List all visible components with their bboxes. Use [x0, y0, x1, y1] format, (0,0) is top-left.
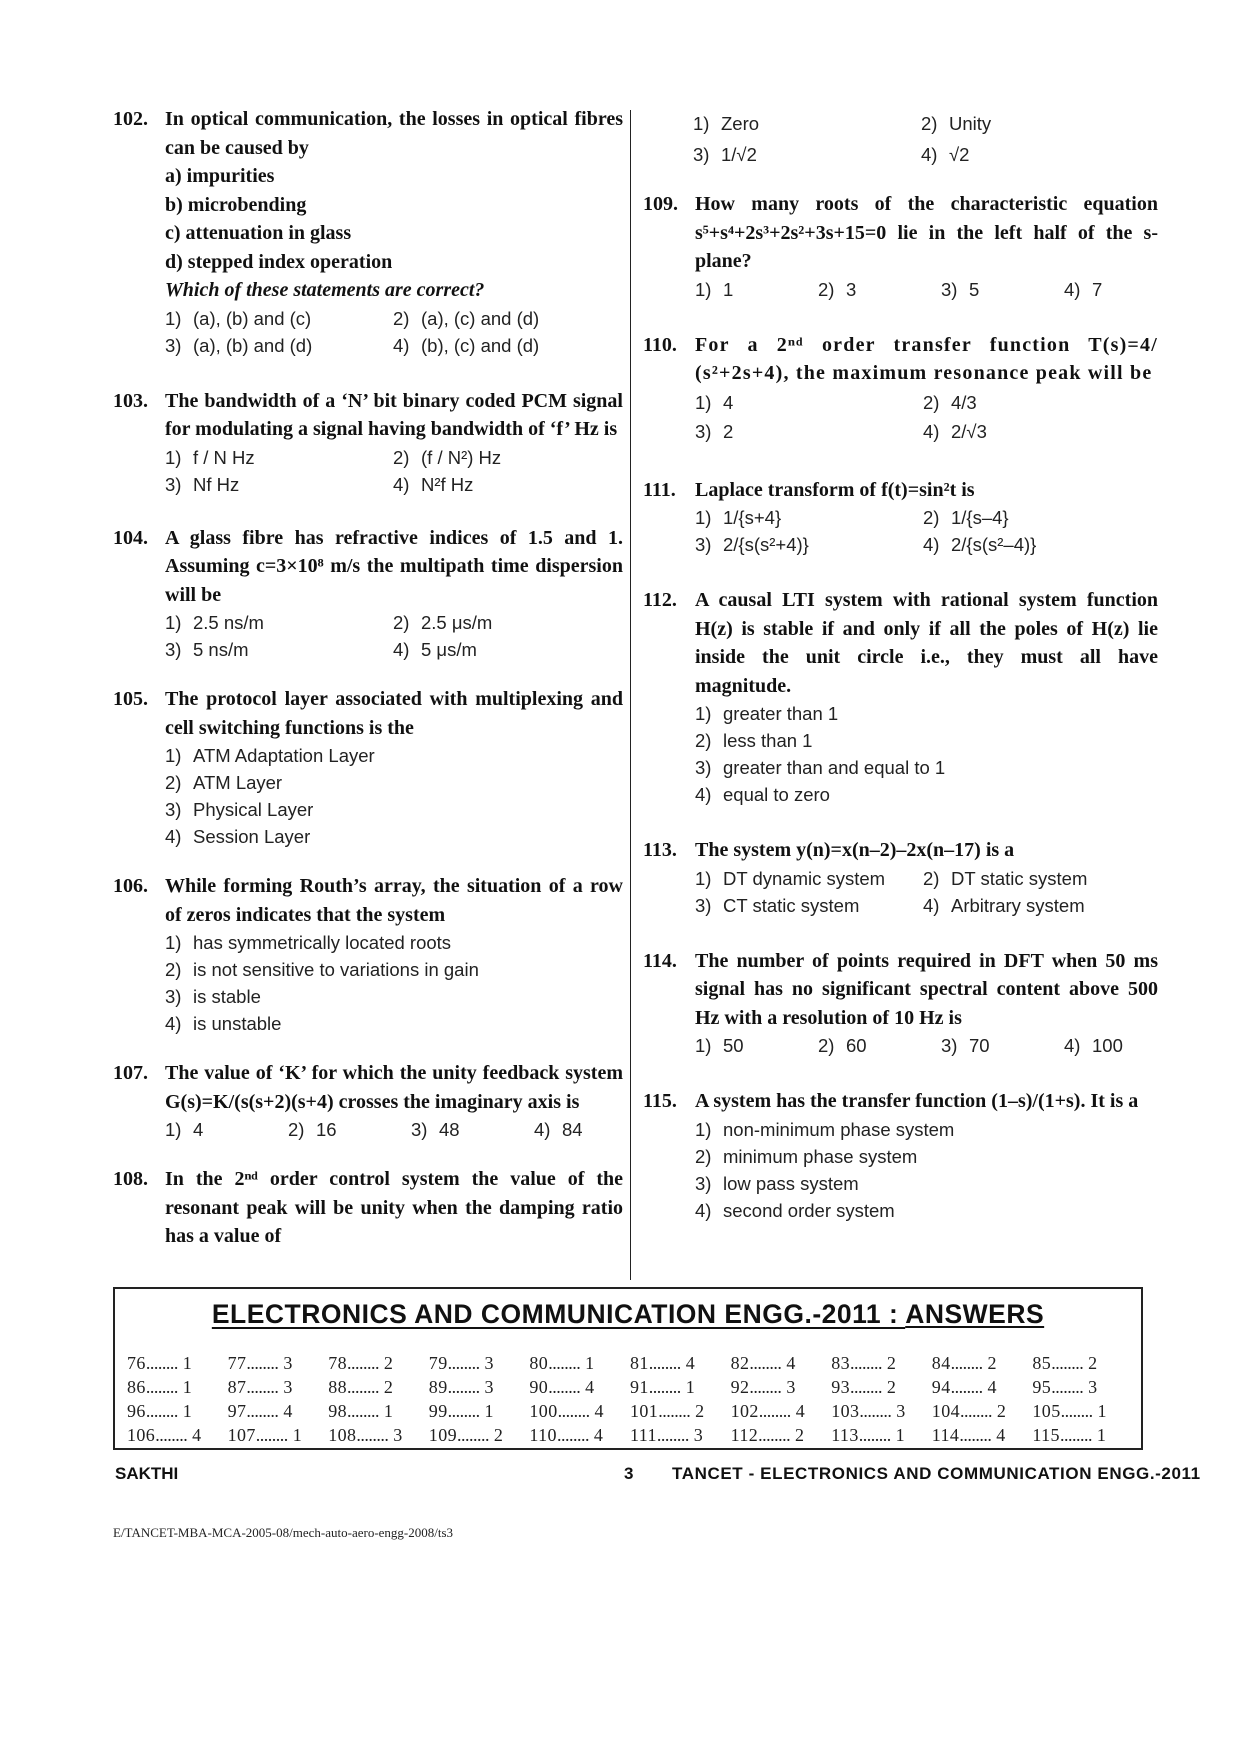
answer-question-number: 94 — [931, 1377, 951, 1397]
answer-question-number: 113 — [831, 1425, 859, 1445]
answer-question-number: 114 — [931, 1425, 960, 1445]
option-1: 1) non-minimum phase system — [695, 1118, 955, 1140]
answer-cell: 84........ 2 — [931, 1353, 997, 1373]
answer-choice: 1 — [292, 1425, 303, 1445]
question-108-options — [693, 108, 1153, 170]
question-number: 108. — [113, 1168, 148, 1190]
option-4: 4) 7 — [1064, 278, 1103, 300]
option-3: 3) 70 — [941, 1035, 990, 1056]
option-2: 2) minimum phase system — [695, 1145, 918, 1167]
option-4: 4) (b), (c) and (d) — [393, 334, 540, 356]
option-2: 2) (f / N²) Hz — [393, 446, 502, 468]
option-3: 3) 5 — [941, 278, 980, 300]
option-3: 3) is stable — [165, 986, 261, 1007]
answer-cell: 113........ 1 — [831, 1425, 906, 1445]
question-number: 103. — [113, 389, 148, 412]
option-2: 2) DT static system — [923, 867, 1088, 889]
answer-choice: 2 — [493, 1425, 504, 1445]
options — [695, 388, 1158, 446]
answer-choice: 1 — [182, 1401, 193, 1421]
answer-question-number: 104 — [931, 1401, 960, 1421]
option-4: 4) √2 — [921, 144, 970, 165]
answer-cell: 82........ 4 — [730, 1353, 796, 1373]
answers-title — [115, 1299, 1141, 1330]
answer-cell: 91........ 1 — [629, 1377, 696, 1397]
option-4: 4) N²f Hz — [393, 473, 474, 495]
answer-choice: 4 — [593, 1425, 604, 1445]
answer-cell: 89........ 3 — [428, 1377, 494, 1397]
answer-cell: 101........ 2 — [629, 1401, 705, 1421]
answer-choice: 1 — [685, 1377, 696, 1397]
option-1: 1) 1/{s+4} — [695, 507, 782, 528]
answer-choice: 4 — [987, 1377, 997, 1397]
question-102 — [113, 105, 623, 359]
option-2: 2) less than 1 — [695, 730, 813, 751]
answer-cell: 81........ 4 — [629, 1353, 696, 1373]
option-1: 1) 4 — [695, 391, 734, 413]
answer-cell: 76........ 1 — [127, 1353, 193, 1373]
question-107 — [113, 1059, 623, 1143]
answer-choice: 2 — [1088, 1353, 1098, 1373]
answer-question-number: 79 — [428, 1353, 448, 1373]
answer-cell: 114........ 4 — [931, 1425, 1006, 1445]
question-stem: The bandwidth of a ‘N’ bit binary coded PCM signal for modulating a signal having bandwidth of ‘f’ Hz is — [165, 389, 623, 440]
answer-choice: 1 — [585, 1353, 595, 1373]
answer-cell: 96........ 1 — [127, 1401, 193, 1421]
options — [165, 444, 623, 498]
question-stem: While forming Routh’s array, the situation of a row of zeros indicates that the system — [165, 875, 623, 926]
answer-choice: 3 — [484, 1353, 494, 1373]
answer-choice: 4 — [585, 1377, 595, 1397]
statement-b: b) microbending — [165, 193, 307, 216]
options — [695, 865, 1158, 919]
answer-question-number: 86 — [127, 1377, 146, 1397]
answer-choice: 1 — [182, 1353, 193, 1373]
answer-cell: 77........ 3 — [227, 1353, 293, 1373]
option-3: 3) Physical Layer — [165, 799, 314, 820]
question-114 — [643, 947, 1158, 1060]
question-113 — [643, 836, 1158, 919]
question-number: 114. — [643, 949, 677, 972]
options — [165, 305, 623, 359]
answer-question-number: 109 — [428, 1425, 457, 1445]
answer-question-number: 84 — [931, 1353, 951, 1373]
option-2: 2) 60 — [818, 1035, 867, 1056]
question-stem: The system y(n)=x(n–2)–2x(n–17) is a — [695, 839, 1015, 861]
option-1: 1) DT dynamic system — [695, 867, 886, 889]
option-4: 4) equal to zero — [695, 784, 830, 805]
answer-choice: 2 — [886, 1377, 897, 1397]
answer-question-number: 90 — [529, 1377, 549, 1397]
option-4: 4) Session Layer — [165, 826, 311, 847]
answer-choice: 4 — [594, 1401, 604, 1421]
answer-cell: 98........ 1 — [328, 1401, 394, 1421]
answer-cell: 106........ 4 — [127, 1425, 202, 1445]
answer-cell: 80........ 1 — [529, 1353, 595, 1373]
question-number: 112. — [643, 589, 677, 611]
answer-choice: 4 — [685, 1353, 696, 1373]
answer-question-number: 91 — [629, 1377, 649, 1397]
answer-choice: 2 — [795, 1425, 805, 1445]
options — [165, 609, 623, 663]
answer-choice: 3 — [283, 1377, 293, 1397]
answer-cell: 102........ 4 — [730, 1401, 806, 1421]
answer-choice: 3 — [786, 1377, 796, 1397]
answer-choice: 2 — [383, 1353, 394, 1373]
question-number: 115. — [643, 1090, 677, 1112]
answer-cell: 104........ 2 — [931, 1401, 1007, 1421]
answer-question-number: 110 — [529, 1425, 557, 1445]
option-2: 2) 2.5 μs/m — [393, 612, 493, 633]
option-3: 3) 2/{s(s²+4)} — [695, 534, 809, 555]
answer-cell: 99........ 1 — [428, 1401, 494, 1421]
question-number: 105. — [113, 688, 148, 710]
option-1: 1) 2.5 ns/m — [165, 612, 264, 633]
answer-cell: 79........ 3 — [428, 1353, 494, 1373]
options — [165, 742, 623, 850]
option-3: 3) low pass system — [695, 1172, 859, 1194]
option-3: 3) 48 — [411, 1119, 460, 1140]
option-2: 2) 1/{s–4} — [923, 507, 1009, 528]
question-105 — [113, 685, 623, 850]
options — [165, 929, 623, 1037]
answer-question-number: 115 — [1032, 1425, 1060, 1445]
options — [695, 504, 1158, 558]
answer-cell: 94........ 4 — [931, 1377, 997, 1397]
option-2: 2) 3 — [818, 278, 857, 300]
answer-cell: 105........ 1 — [1032, 1401, 1107, 1421]
option-1: 1) Zero — [693, 113, 760, 134]
answer-question-number: 89 — [428, 1377, 448, 1397]
answer-choice: 4 — [192, 1425, 202, 1445]
option-4: 4) 2/√3 — [923, 420, 987, 442]
option-3: 3) 2 — [695, 420, 734, 442]
answer-question-number: 97 — [227, 1401, 247, 1421]
option-4: 4) 100 — [1064, 1035, 1123, 1056]
answer-question-number: 80 — [529, 1353, 549, 1373]
answer-question-number: 88 — [328, 1377, 347, 1397]
answer-cell: 92........ 3 — [730, 1377, 796, 1397]
answer-choice: 3 — [484, 1377, 494, 1397]
question-stem: Laplace transform of f(t)=sin²t is — [695, 478, 975, 501]
answer-choice: 4 — [996, 1425, 1006, 1445]
answer-choice: 1 — [484, 1401, 494, 1421]
answer-choice: 3 — [283, 1353, 293, 1373]
answer-cell: 107........ 1 — [227, 1425, 303, 1445]
question-104 — [113, 524, 623, 664]
answer-question-number: 103 — [831, 1401, 860, 1421]
question-stem: A glass fibre has refractive indices of 1.5 and 1. Assuming c=3×10⁸ m/s the multipath time dispersion will be — [165, 526, 623, 606]
answer-choice: 2 — [886, 1353, 897, 1373]
question-number: 111. — [643, 478, 676, 501]
answer-cell: 86........ 1 — [127, 1377, 193, 1397]
answer-choice: 2 — [987, 1353, 997, 1373]
option-4: 4) second order system — [695, 1199, 895, 1221]
question-number: 102. — [113, 108, 148, 130]
question-109 — [643, 190, 1158, 303]
question-115 — [643, 1087, 1158, 1224]
question-stem: In the 2ⁿᵈ order control system the value of the resonant peak will be unity when the damping ratio has a value of — [165, 1168, 623, 1247]
option-3: 3) 5 ns/m — [165, 639, 249, 660]
left-column — [113, 105, 623, 1273]
option-4: 4) 5 μs/m — [393, 639, 477, 660]
answer-cell: 110........ 4 — [529, 1425, 604, 1445]
option-3: 3) Nf Hz — [165, 473, 240, 495]
answers-box — [113, 1287, 1143, 1450]
answer-choice: 2 — [383, 1377, 394, 1397]
answer-question-number: 99 — [428, 1401, 448, 1421]
answer-question-number: 78 — [328, 1353, 347, 1373]
answer-choice: 1 — [1097, 1401, 1107, 1421]
option-4: 4) 2/{s(s²–4)} — [923, 534, 1037, 555]
option-4: 4) is unstable — [165, 1013, 282, 1034]
statement-c: c) attenuation in glass — [165, 222, 352, 244]
option-1: 1) ATM Adaptation Layer — [165, 745, 375, 766]
answer-cell: 100........ 4 — [529, 1401, 604, 1421]
question-stem: The number of points required in DFT when 50 ms signal has no significant spectral content above 500 Hz with a resolution of 10 Hz is — [695, 949, 1158, 1029]
answer-choice: 4 — [795, 1401, 806, 1421]
answer-question-number: 108 — [328, 1425, 357, 1445]
answer-cell: 93........ 2 — [831, 1377, 897, 1397]
answer-cell: 85........ 2 — [1032, 1353, 1098, 1373]
question-number: 107. — [113, 1062, 148, 1084]
answer-choice: 3 — [693, 1425, 704, 1445]
answer-cell: 108........ 3 — [328, 1425, 403, 1445]
question-number: 104. — [113, 526, 148, 549]
option-1: 1) (a), (b) and (c) — [165, 307, 312, 329]
answer-choice: 3 — [1088, 1377, 1098, 1397]
answer-cell: 95........ 3 — [1032, 1377, 1098, 1397]
answer-question-number: 96 — [127, 1401, 146, 1421]
answer-question-number: 107 — [227, 1425, 256, 1445]
answer-cell: 78........ 2 — [328, 1353, 394, 1373]
answer-cell: 90........ 4 — [529, 1377, 595, 1397]
answer-question-number: 77 — [227, 1353, 247, 1373]
answer-choice: 3 — [896, 1401, 906, 1421]
answer-question-number: 100 — [529, 1401, 558, 1421]
answer-cell: 115........ 1 — [1032, 1425, 1107, 1445]
question-112 — [643, 586, 1158, 808]
option-4: 4) 84 — [534, 1119, 583, 1140]
page-number: 3 — [624, 1464, 634, 1483]
answer-question-number: 102 — [730, 1401, 759, 1421]
answer-choice: 1 — [1096, 1425, 1107, 1445]
footer-publisher: SAKTHI — [115, 1464, 179, 1483]
answers-title-main: ELECTRONICS AND COMMUNICATION ENGG.-2011 : — [211, 1299, 906, 1329]
answer-question-number: 106 — [127, 1425, 156, 1445]
answer-choice: 1 — [383, 1401, 394, 1421]
answer-cell: 109........ 2 — [428, 1425, 504, 1445]
option-2: 2) 4/3 — [923, 391, 977, 413]
option-2: 2) ATM Layer — [165, 772, 283, 793]
options — [695, 700, 1158, 808]
answer-question-number: 81 — [629, 1353, 649, 1373]
option-3: 3) (a), (b) and (d) — [165, 334, 313, 356]
question-stem: The value of ‘K’ for which the unity feedback system G(s)=K/(s(s+2)(s+4) crosses the imaginary axis is — [165, 1062, 623, 1113]
answer-cell: 111........ 3 — [629, 1425, 704, 1445]
answer-choice: 2 — [996, 1401, 1007, 1421]
answer-cell: 97........ 4 — [227, 1401, 293, 1421]
answer-question-number: 101 — [629, 1401, 659, 1421]
option-1: 1) 4 — [165, 1119, 204, 1140]
right-column — [643, 190, 1158, 1246]
answer-question-number: 82 — [730, 1353, 750, 1373]
question-stem: The protocol layer associated with multiplexing and cell switching functions is the — [165, 688, 623, 739]
options — [695, 1032, 1158, 1059]
answer-question-number: 112 — [730, 1425, 759, 1445]
answer-question-number: 111 — [629, 1425, 657, 1445]
option-2: 2) 16 — [288, 1119, 337, 1140]
question-number: 109. — [643, 193, 678, 215]
statement-a: a) impurities — [165, 165, 275, 187]
question-stem: A causal LTI system with rational system function H(z) is stable if and only if all the poles of H(z) lie inside the unit circle i.e., they must all have magnitude. — [695, 589, 1158, 697]
answer-question-number: 98 — [328, 1401, 347, 1421]
answer-choice: 3 — [393, 1425, 403, 1445]
option-1: 1) greater than 1 — [695, 703, 839, 724]
option-3: 3) 1/√2 — [693, 144, 757, 165]
answer-choice: 1 — [895, 1425, 906, 1445]
question-stem: In optical communication, the losses in optical fibres can be caused by — [165, 108, 623, 159]
answer-cell: 88........ 2 — [328, 1377, 394, 1397]
option-2: 2) (a), (c) and (d) — [393, 307, 540, 329]
question-111 — [643, 476, 1158, 559]
option-2: 2) Unity — [921, 113, 992, 134]
statement-d: d) stepped index operation — [165, 250, 393, 273]
answer-choice: 4 — [786, 1353, 796, 1373]
options — [165, 1116, 623, 1143]
question-103 — [113, 387, 623, 498]
question-110 — [643, 331, 1158, 446]
answer-question-number: 95 — [1032, 1377, 1052, 1397]
column-divider — [630, 110, 631, 1280]
answer-question-number: 93 — [831, 1377, 850, 1397]
options — [695, 1116, 1158, 1224]
answer-choice: 2 — [695, 1401, 705, 1421]
answer-question-number: 87 — [227, 1377, 247, 1397]
answer-choice: 1 — [182, 1377, 193, 1397]
answer-question-number: 83 — [831, 1353, 850, 1373]
answer-cell: 103........ 3 — [831, 1401, 906, 1421]
option-1: 1) 50 — [695, 1035, 744, 1056]
question-stem: How many roots of the characteristic equation s⁵+s⁴+2s³+2s²+3s+15=0 lie in the left half of the s-plane? — [695, 193, 1158, 272]
answer-question-number: 76 — [127, 1353, 146, 1373]
question-stem: A system has the transfer function (1–s)/(1+s). It is a — [695, 1090, 1139, 1112]
option-3: 3) greater than and equal to 1 — [695, 757, 946, 778]
question-number: 106. — [113, 875, 148, 897]
option-1: 1) has symmetrically located roots — [165, 932, 452, 953]
answer-question-number: 92 — [730, 1377, 750, 1397]
footer-title: TANCET - ELECTRONICS AND COMMUNICATION ENGG.-2011 — [672, 1464, 1201, 1483]
question-prompt: Which of these statements are correct? — [165, 279, 485, 301]
question-number: 110. — [643, 333, 677, 356]
question-106 — [113, 872, 623, 1037]
question-stem: For a 2ⁿᵈ order transfer function T(s)=4/ (s²+2s+4), the maximum resonance peak will be — [695, 333, 1158, 384]
answer-cell: 112........ 2 — [730, 1425, 805, 1445]
answer-question-number: 105 — [1032, 1401, 1061, 1421]
answer-cell: 83........ 2 — [831, 1353, 897, 1373]
options — [695, 276, 1158, 303]
answer-cell: 87........ 3 — [227, 1377, 293, 1397]
option-2: 2) is not sensitive to variations in gain — [165, 959, 479, 980]
option-4: 4) Arbitrary system — [923, 894, 1085, 916]
option-3: 3) CT static system — [695, 894, 860, 916]
file-path: E/TANCET-MBA-MCA-2005-08/mech-auto-aero-engg-2008/ts3 — [113, 1525, 454, 1540]
answer-choice: 4 — [283, 1401, 293, 1421]
option-1: 1) f / N Hz — [165, 446, 255, 468]
answer-question-number: 85 — [1032, 1353, 1052, 1373]
answers-grid — [127, 1351, 1133, 1447]
question-108 — [113, 1165, 623, 1251]
option-1: 1) 1 — [695, 278, 734, 300]
answers-title-tail: ANSWERS — [905, 1299, 1045, 1329]
question-number: 113. — [643, 839, 677, 861]
